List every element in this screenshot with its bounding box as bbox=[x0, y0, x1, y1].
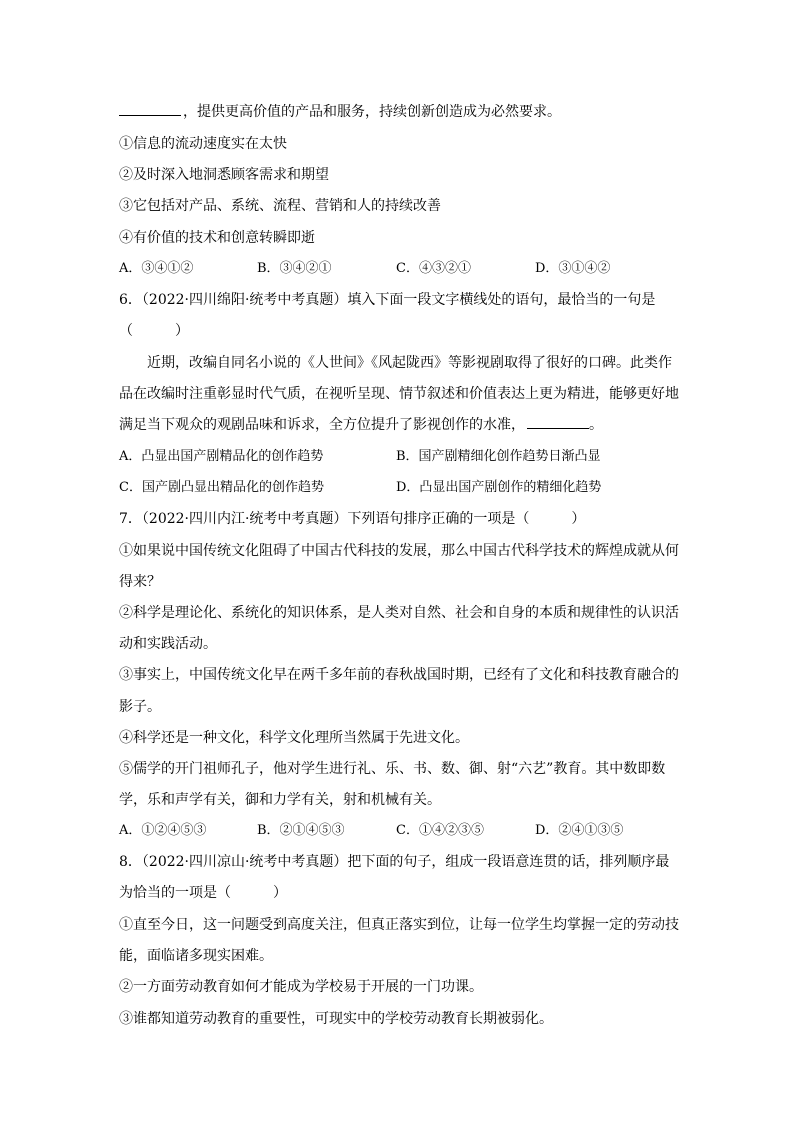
question-7-line: ①如果说中国传统文化阻碍了中国古代科技的发展，那么中国古代科学技术的辉煌成就从何 bbox=[119, 543, 679, 559]
question-8-stem: 8．（2022·四川凉山·统考中考真题）把下面的句子，组成一段语意连贯的话，排列顺序最 bbox=[119, 854, 670, 870]
option-a: A．凸显出国产剧精品化的创作趋势 bbox=[119, 449, 324, 464]
question-8-stem-cont: 为恰当的一项是（ ） bbox=[119, 885, 287, 901]
question-6-passage-line: 近期，改编自同名小说的《人世间》《风起陇西》等影视剧取得了很好的口碑。此类作 bbox=[147, 355, 672, 371]
intro-item: ③它包括对产品、系统、流程、营销和人的持续改善 bbox=[119, 198, 441, 214]
option-c: C．国产剧凸显出精品化的创作趋势 bbox=[119, 480, 324, 495]
question-6-passage-text: 满足当下观众的观剧品味和诉求，全方位提升了影视创作的水准， bbox=[119, 417, 525, 433]
option-a: A．③④①② bbox=[119, 261, 194, 276]
option-b: B．②①④⑤③ bbox=[257, 823, 345, 838]
fill-blank bbox=[527, 416, 589, 429]
intro-tail: ，提供更高价值的产品和服务，持续创新创造成为必然要求。 bbox=[183, 104, 561, 120]
option-d: D．③①④② bbox=[535, 261, 611, 276]
intro-item: ④有价值的技术和创意转瞬即逝 bbox=[119, 230, 315, 246]
question-6-passage-line-last bbox=[119, 416, 603, 434]
option-b: B．国产剧精细化创作趋势日渐凸显 bbox=[396, 449, 601, 464]
question-7-line: ⑤儒学的开门祖师孔子，他对学生进行礼、乐、书、数、御、射“六艺”教育。其中数即数 bbox=[119, 761, 666, 777]
question-8-line: ③谁都知道劳动教育的重要性，可现实中的学校劳动教育长期被弱化。 bbox=[119, 1011, 553, 1027]
question-8-line: 能，面临诸多现实困难。 bbox=[119, 948, 273, 964]
option-c: C．④③②① bbox=[396, 261, 471, 276]
question-7-line: 影子。 bbox=[119, 699, 161, 715]
option-b: B．③④②① bbox=[257, 261, 332, 276]
intro-item: ①信息的流动速度实在太快 bbox=[119, 136, 287, 152]
question-6-passage-end: 。 bbox=[589, 417, 603, 433]
fill-blank bbox=[119, 103, 181, 116]
question-7-line: ④科学还是一种文化，科学文化理所当然属于先进文化。 bbox=[119, 730, 469, 746]
question-7-line: ②科学是理论化、系统化的知识体系，是人类对自然、社会和自身的本质和规律性的认识活 bbox=[119, 605, 679, 621]
option-c: C．①④②③⑤ bbox=[396, 823, 484, 838]
question-7-stem: 7．（2022·四川内江·统考中考真题）下列语句排序正确的一项是（ ） bbox=[119, 511, 586, 527]
question-7-line: 动和实践活动。 bbox=[119, 636, 217, 652]
question-7-line: 学，乐和声学有关，御和力学有关，射和机械有关。 bbox=[119, 792, 441, 808]
option-d: D．②④①③⑤ bbox=[535, 823, 624, 838]
intro-item: ②及时深入地洞悉顾客需求和期望 bbox=[119, 167, 329, 183]
question-7-line: 得来？ bbox=[119, 574, 161, 590]
question-6-passage-line: 品在改编时注重彰显时代气质，在视听呈现、情节叙述和价值表达上更为精进，能够更好地 bbox=[119, 386, 679, 402]
question-8-line: ②一方面劳动教育如何才能成为学校易于开展的一门功课。 bbox=[119, 979, 483, 995]
option-a: A．①②④⑤③ bbox=[119, 823, 207, 838]
question-6-paren: （ ） bbox=[119, 323, 189, 339]
option-d: D．凸显出国产剧创作的精细化趋势 bbox=[396, 480, 602, 495]
question-6-stem: 6．（2022·四川绵阳·统考中考真题）填入下面一段文字横线处的语句，最恰当的一句是 bbox=[119, 292, 656, 308]
question-8-line: ①直至今日，这一问题受到高度关注，但真正落实到位，让每一位学生均掌握一定的劳动技 bbox=[119, 917, 679, 933]
question-7-line: ③事实上，中国传统文化早在两千多年前的春秋战国时期，已经有了文化和科技教育融合的 bbox=[119, 667, 679, 683]
intro-line bbox=[119, 103, 561, 121]
